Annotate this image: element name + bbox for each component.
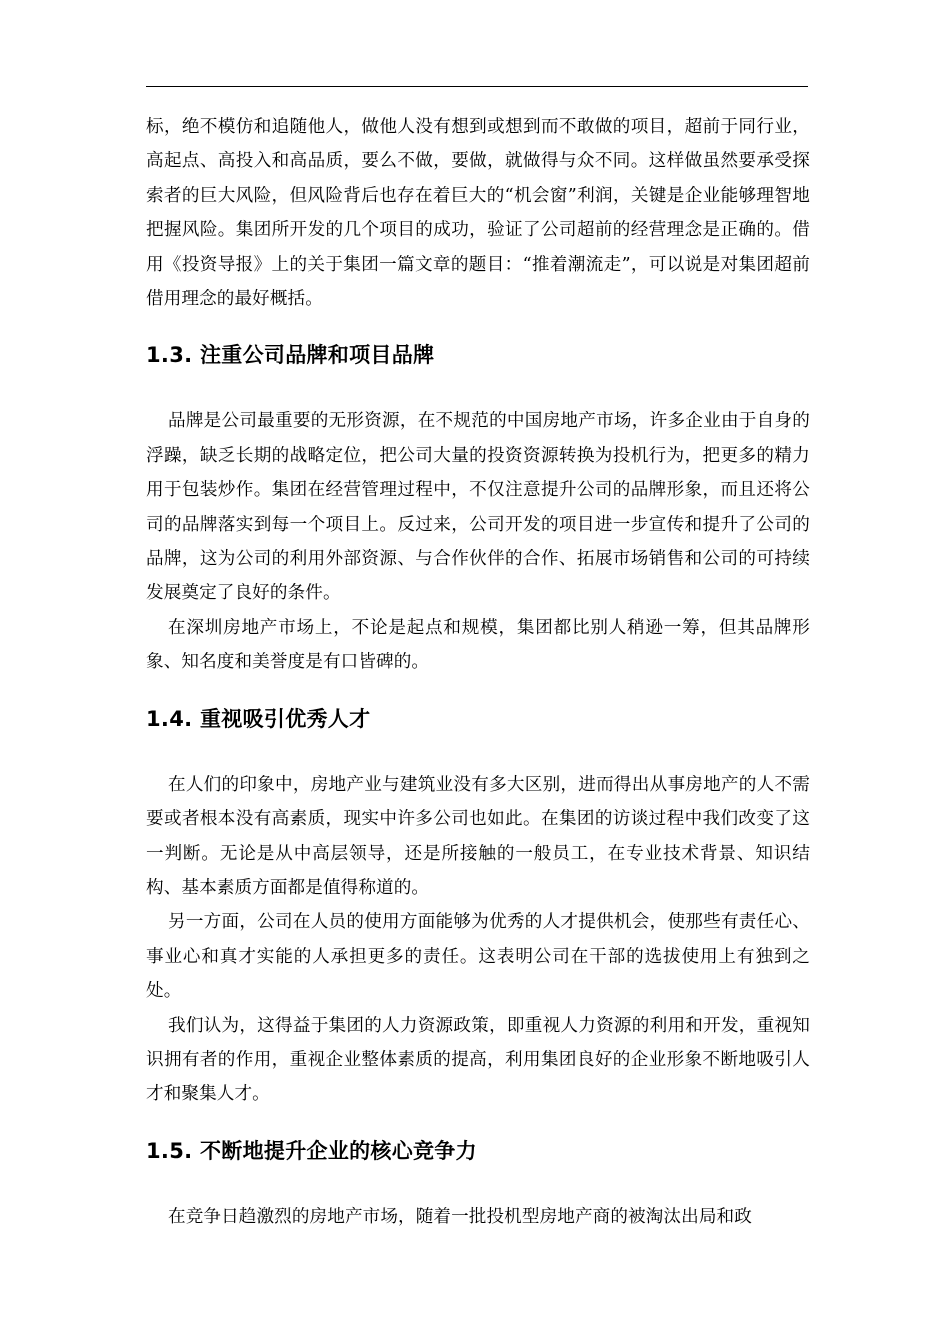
document-body: [146, 110, 810, 1234]
section-heading-1-5: 1.5. 不断地提升企业的核心竞争力: [146, 1138, 477, 1163]
section-1-3-paragraph-1: 品牌是公司最重要的无形资源，在不规范的中国房地产市场，许多企业由于自身的浮躁，缺乏长期的战略定位，把公司大量的投资资源转换为投机行为，把更多的精力用于包装炒作。集团在经营管理过程中，不仅注意提升公司的品牌形象，而且还将公司的品牌落实到每一个项目上。反过来，公司开发的项目进一步宣传和提升了公司的品牌，这为公司的利用外部资源、与合作伙伴的合作、拓展市场销售和公司的可持续发展奠定了良好的条件。: [146, 411, 810, 604]
section-heading-1-4: 1.4. 重视吸引优秀人才: [146, 706, 371, 731]
section-1-5-paragraph-1: 在竞争日趋激烈的房地产市场，随着一批投机型房地产商的被淘汰出局和政: [168, 1206, 752, 1227]
section-1-4-paragraph-3: 我们认为，这得益于集团的人力资源政策，即重视人力资源的利用和开发，重视知识拥有者的作用，重视企业整体素质的提高，利用集团良好的企业形象不断地吸引人才和聚集人才。: [146, 1015, 810, 1105]
intro-paragraph: 标，绝不模仿和追随他人，做他人没有想到或想到而不敢做的项目，超前于同行业，高起点、高投入和高品质，要么不做，要做，就做得与众不同。这样做虽然要承受探索者的巨大风险，但风险背后也存在着巨大的“机会窗”利润，关键是企业能够理智地把握风险。集团所开发的几个项目的成功，验证了公司超前的经营理念是正确的。借用《投资导报》上的关于集团一篇文章的题目：“推着潮流走”，可以说是对集团超前借用理念的最好概括。: [146, 117, 810, 310]
section-1-4-paragraph-2: 另一方面，公司在人员的使用方面能够为优秀的人才提供机会，使那些有责任心、事业心和真才实能的人承担更多的责任。这表明公司在干部的选拔使用上有独到之处。: [146, 912, 810, 1002]
header-rule: [146, 86, 808, 87]
section-heading-1-3: 1.3. 注重公司品牌和项目品牌: [146, 343, 435, 368]
section-1-3-paragraph-2: 在深圳房地产市场上，不论是起点和规模，集团都比别人稍逊一筹，但其品牌形象、知名度和美誉度是有口皆碑的。: [146, 617, 810, 673]
section-1-4-paragraph-1: 在人们的印象中，房地产业与建筑业没有多大区别，进而得出从事房地产的人不需要或者根本没有高素质，现实中许多公司也如此。在集团的访谈过程中我们改变了这一判断。无论是从中高层领导，还是所接触的一般员工，在专业技术背景、知识结构、基本素质方面都是值得称道的。: [146, 774, 810, 898]
